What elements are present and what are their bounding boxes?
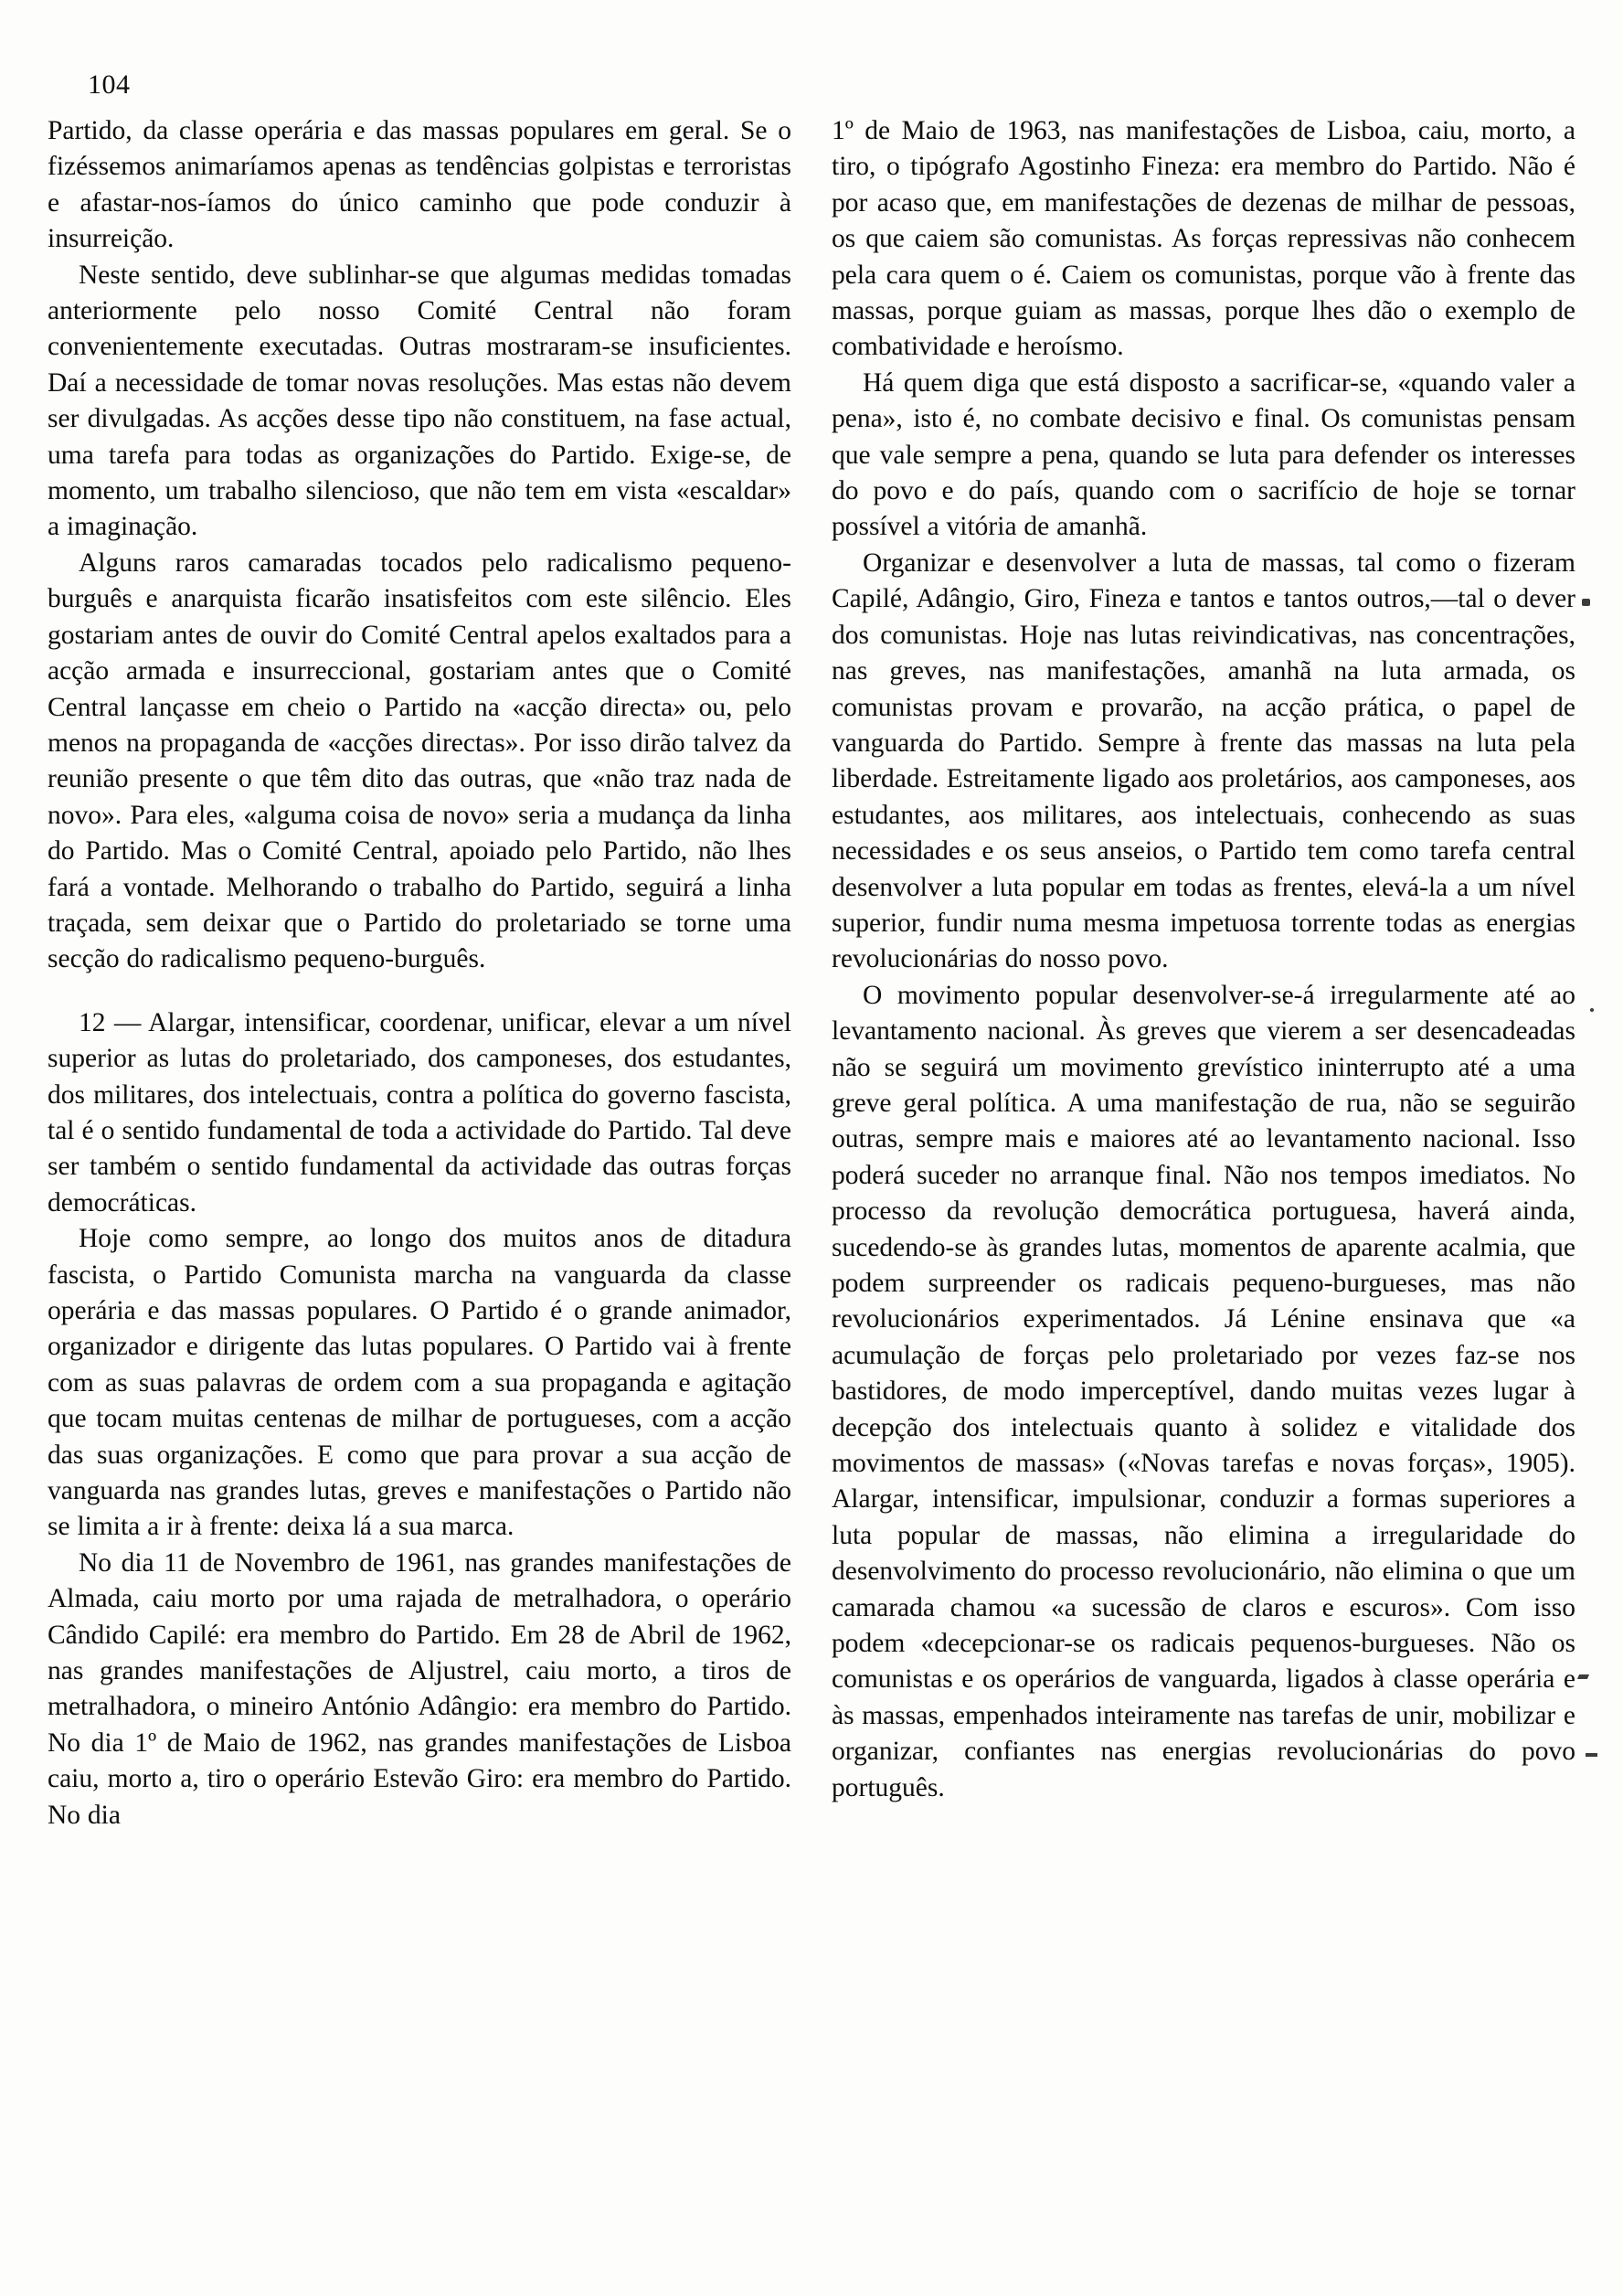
paragraph: Hoje como sempre, ao longo dos muitos anos de ditadura fascista, o Partido Comunista marcha na vanguarda da classe operária e das massas populares. O Partido é o grande animador, organizador e dirigente das lutas populares. O Partido vai à frente com as suas palavras de ordem com a sua propaganda e agitação que tocam muitas centenas de milhar de portugueses, com a acção das suas organizações. E como que para provar a sua acção de vanguarda nas grandes lutas, greves e manifestações o Partido não se limita a ir à frente: deixa lá a sua marca. (48, 1224, 791, 1542)
paragraph: Há quem diga que está disposto a sacrificar-se, «quando valer a pena», isto é, no combate decisivo e final. Os comunistas pensam que vale sempre a pena, quando se luta para defender os interesses do povo e do país, quando com o sacrifício de hoje se tornar possível a vitória de amanhã. (832, 367, 1575, 542)
scan-speck-icon (1577, 1674, 1589, 1679)
paragraph: Partido, da classe operária e das massas populares em geral. Se o fizéssemos animaríamos apenas as tendências golpistas e terroristas e afastar-nos-íamos do único caminho que pode conduzir à insurreição. (48, 116, 791, 254)
paragraph: Organizar e desenvolver a luta de massas, tal como o fizeram Capilé, Adângio, Giro, Fineza e tantos e tantos outros,—tal o dever dos comunistas. Hoje nas lutas reivindicativas, nas concentrações, nas greves, nas manifestações, amanhã na luta armada, os comunistas provam e provarão, na acção prática, o papel de vanguarda do Partido. Sempre à frente das massas na luta pela liberdade. Estreitamente ligado aos proletários, aos camponeses, aos estudantes, aos militares, aos intelectuais, conhecendo as suas necessidades e os seus anseios, o Partido tem como tarefa central desenvolver a luta popular em todas as frentes, elevá-la a um nível superior, fundir numa mesma impetuosa torrente todas as energias revolucionárias do nosso povo. (832, 547, 1575, 974)
paragraph: O movimento popular desenvolver-se-á irregularmente até ao levantamento nacional. Às greves que vierem a ser desencadeadas não se seguirá um movimento grevístico ininterrupto até a uma greve geral política. A uma manifestação de rua, não se seguirão outras, sempre mais e maiores até ao levantamento nacional. Isso poderá suceder no arranque final. Não nos tempos imediatos. No processo da revolução democrática portuguesa, haverá ainda, sucedendo-se às grandes lutas, momentos de aparente acalmia, que podem surpreender os radicais pequeno-burgueses, mas não revolucionários experimentados. Já Lénine ensinava que «a acumulação de forças pelo proletariado por vezes faz-se nos bastidores, de modo imperceptível, dando muitas vezes lugar à decepção dos intelectuais quanto à solidez e vitalidade dos movimentos de massas» («Novas tarefas e novas forças», 1905). Alargar, intensificar, impulsionar, conduzir a formas superiores a luta popular de massas, não elimina a irregularidade do desenvolvimento do processo revolucionário, não elimina o que um camarada chamou «a sucessão de claros e escuros». Com isso podem «decepcionar-se os radicais pequenos-burgueses. Não os comunistas e os operários de vanguarda, ligados à classe operária e às massas, empenhados inteiramente nas tarefas de unir, mobilizar e organizar, confiantes nas energias revolucionárias do povo português. (832, 980, 1575, 1802)
scan-speck-icon (1582, 599, 1590, 606)
scan-speck-icon (1590, 1008, 1594, 1012)
two-column-body (48, 113, 1575, 1834)
left-column (48, 113, 791, 1834)
paragraph: Alguns raros camaradas tocados pelo radicalismo pequeno-burguês e anarquista ficarão insatisfeitos com este silêncio. Eles gostariam antes de ouvir do Comité Central apelos exaltados para a acção armada e insurreccional, gostariam antes que o Comité Central lançasse em cheio o Partido na «acção directa» ou, pelo menos na propaganda de «acções directas». Por isso dirão talvez da reunião presente o que têm dito das outras, que «não traz nada de novo». Para eles, «alguma coisa de novo» seria a mudança da linha do Partido. Mas o Comité Central, apoiado pelo Partido, não lhes fará a vontade. Melhorando o trabalho do Partido, seguirá a linha traçada, sem deixar que o Partido do proletariado se torne uma secção do radicalismo pequeno-burguês. (48, 547, 791, 974)
scan-speck-icon (1586, 1753, 1597, 1757)
paragraph-item-12: 12 — Alargar, intensificar, coordenar, unificar, elevar a um nível superior as lutas do proletariado, dos camponeses, dos estudantes, dos militares, dos intelectuais, contra a política do governo fascista, tal é o sentido fundamental de toda a actividade do Partido. Tal deve ser também o sentido fundamental da actividade das outras forças democráticas. (48, 1007, 791, 1217)
page-number: 104 (88, 69, 131, 100)
paragraph: Neste sentido, deve sublinhar-se que algumas medidas tomadas anteriormente pelo nosso Comité Central não foram convenientemente executadas. Outras mostraram-se insuficientes. Daí a necessidade de tomar novas resoluções. Mas estas não devem ser divulgadas. As acções desse tipo não constituem, na fase actual, uma tarefa para todas as organizações do Partido. Exige-se, de momento, um trabalho silencioso, que não tem em vista «escaldar» a imaginação. (48, 260, 791, 542)
right-column (832, 113, 1575, 1806)
paragraph: 1º de Maio de 1963, nas manifestações de Lisboa, caiu, morto, a tiro, o tipógrafo Agostinho Fineza: era membro do Partido. Não é por acaso que, em manifestações de dezenas de milhar de pessoas, os que caiem são comunistas. As forças repressivas não conhecem pela cara quem o é. Caiem os comunistas, porque vão à frente das massas, porque guiam as massas, porque lhes dão o exemplo de combatividade e heroísmo. (832, 116, 1575, 362)
paragraph: No dia 11 de Novembro de 1961, nas grandes manifestações de Almada, caiu morto por uma rajada de metralhadora, o operário Cândido Capilé: era membro do Partido. Em 28 de Abril de 1962, nas grandes manifestações de Aljustrel, caiu morto, a tiros de metralhadora, o mineiro António Adângio: era membro do Partido. No dia 1º de Maio de 1962, nas grandes manifestações de Lisboa caiu, morto a, tiro o operário Estevão Giro: era membro do Partido. No dia (48, 1547, 791, 1830)
